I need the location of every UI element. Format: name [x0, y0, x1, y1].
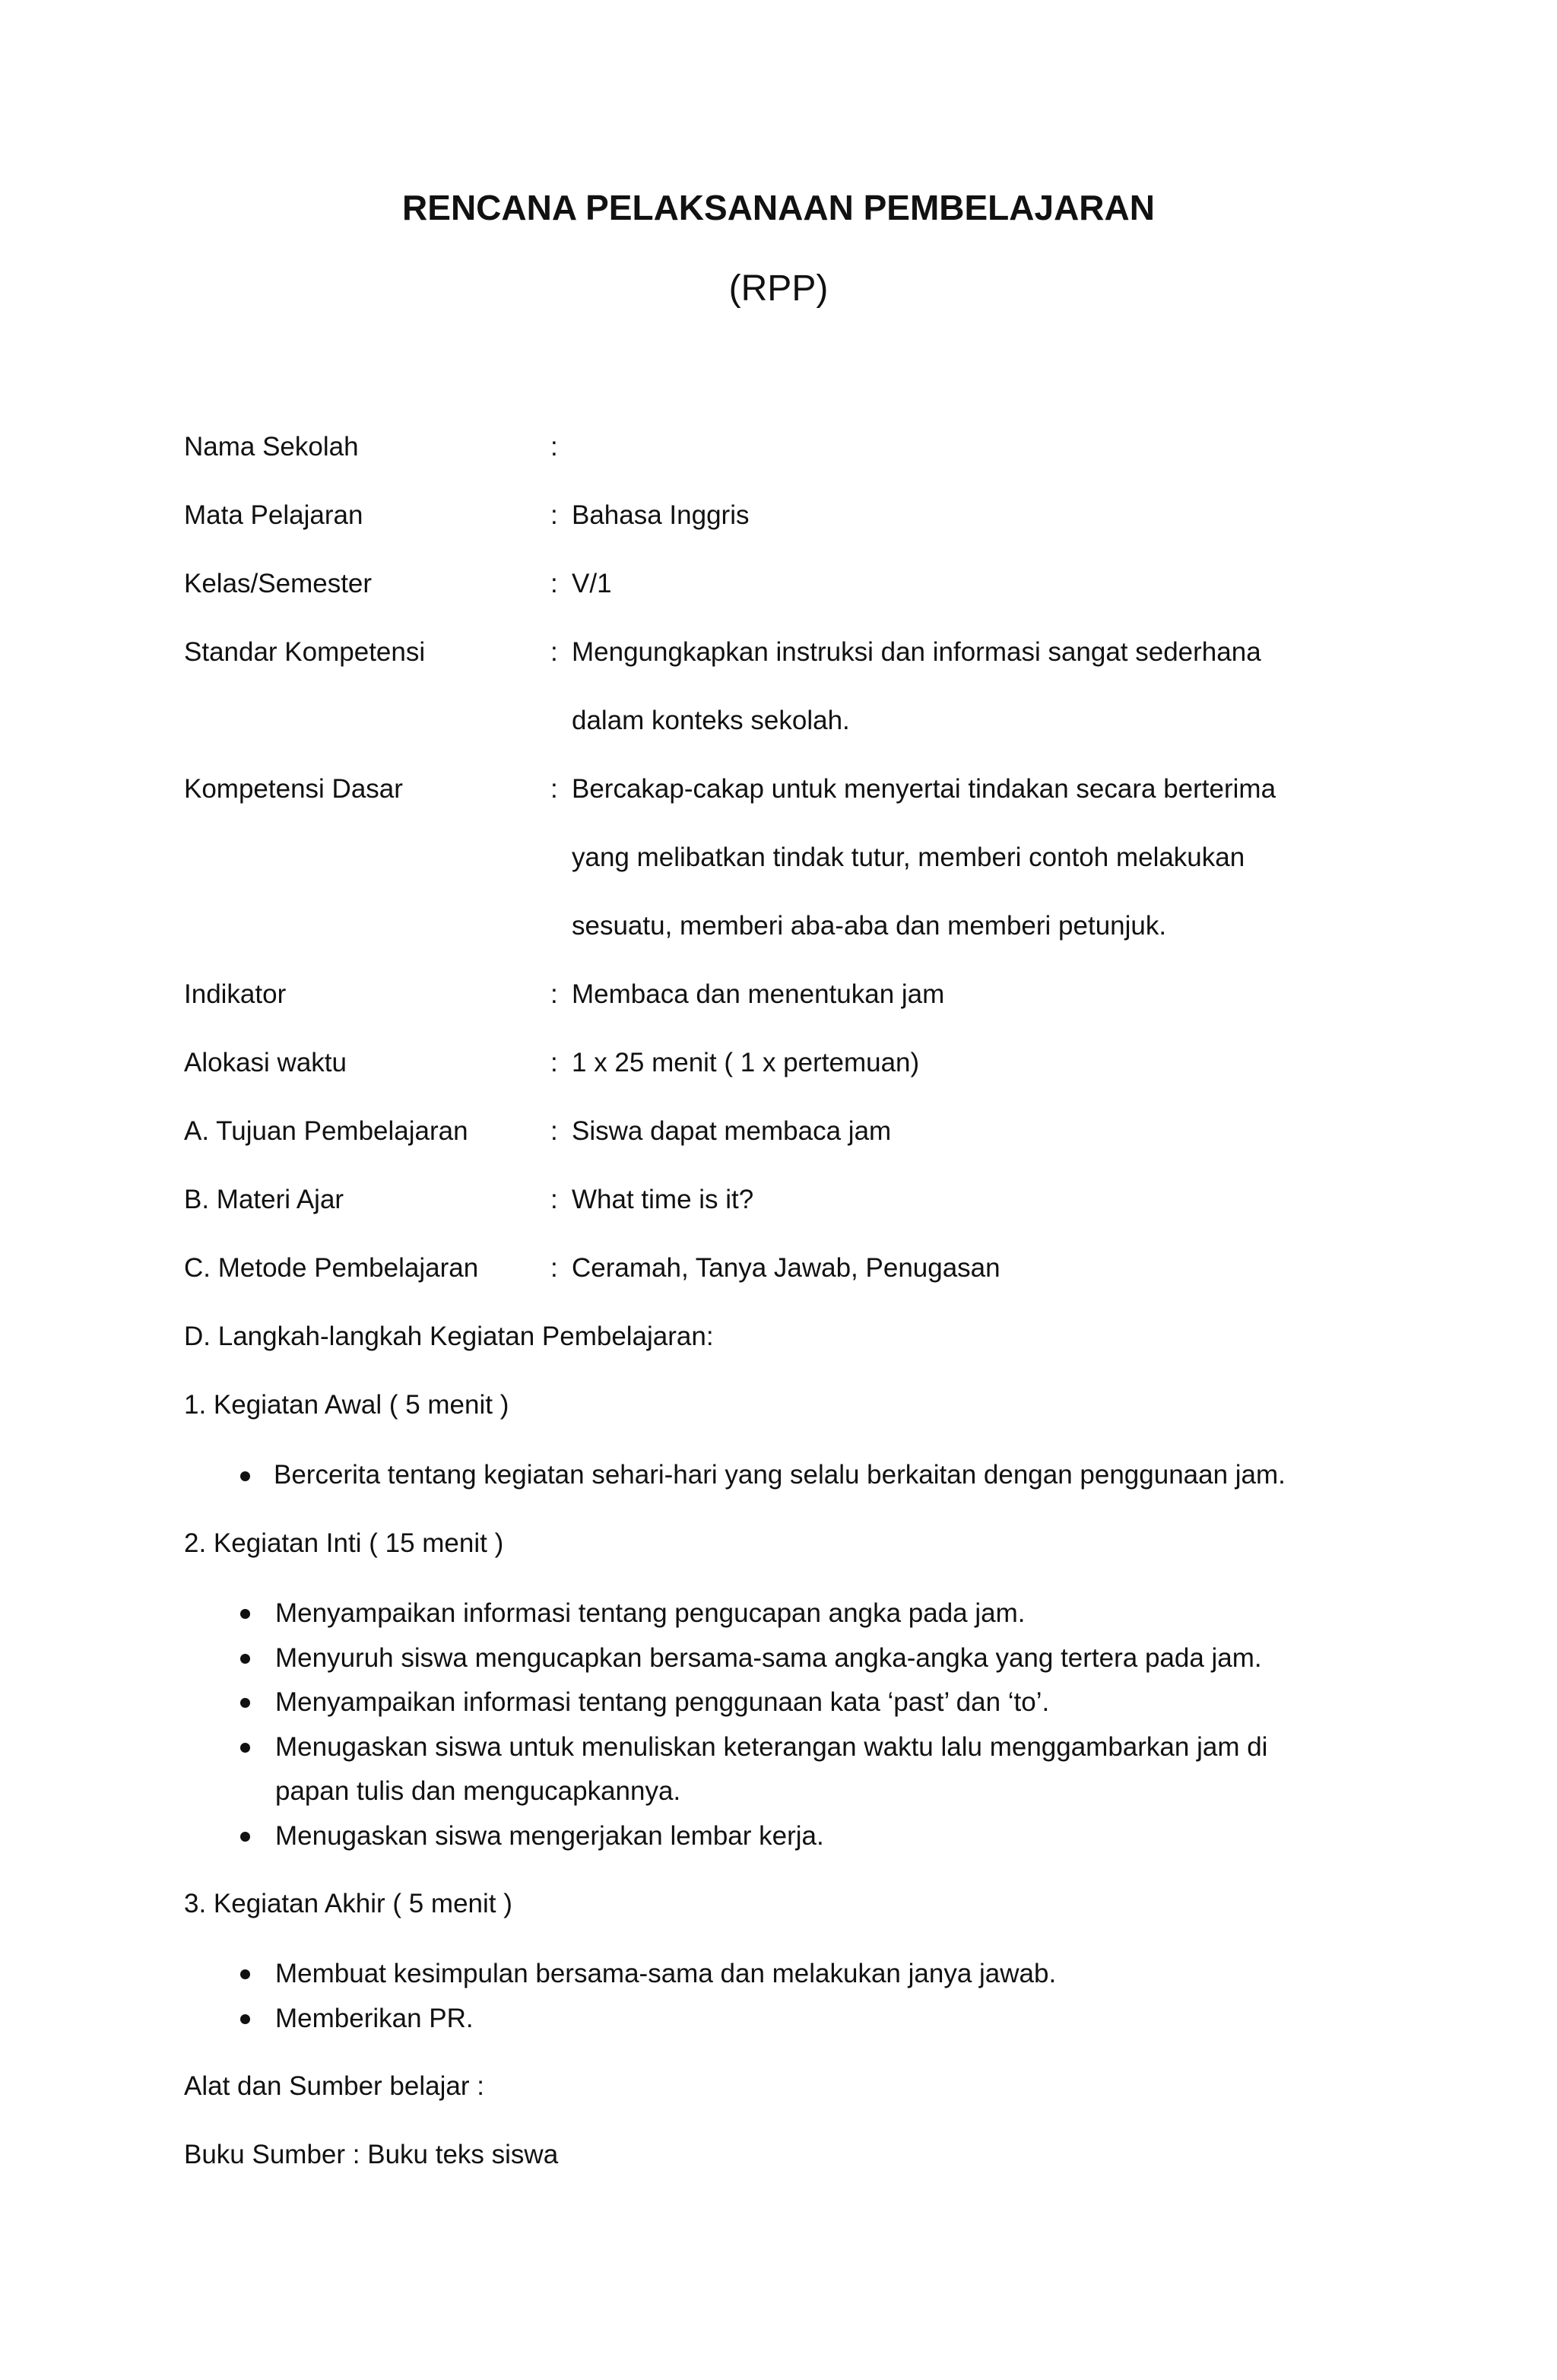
bullet-icon — [240, 1832, 250, 1842]
row-value-metode-pembelajaran: Ceramah, Tanya Jawab, Penugasan — [572, 1253, 1000, 1283]
bullet-icon — [240, 1609, 250, 1619]
row-label-tujuan-pembelajaran: A. Tujuan Pembelajaran — [184, 1116, 468, 1146]
row-value-continuation: dalam konteks sekolah. — [572, 706, 850, 735]
row-label-alokasi-waktu: Alokasi waktu — [184, 1048, 347, 1077]
row-value-alokasi-waktu: 1 x 25 menit ( 1 x pertemuan) — [572, 1048, 920, 1077]
list-item: Memberikan PR. — [275, 2004, 474, 2033]
row-value-materi-ajar: What time is it? — [572, 1185, 754, 1214]
row-colon: : — [550, 1116, 558, 1146]
row-label-kompetensi-dasar: Kompetensi Dasar — [184, 774, 403, 804]
list-item: Menugaskan siswa mengerjakan lembar kerja. — [275, 1821, 824, 1851]
list-item: Menyampaikan informasi tentang pengucapan angka pada jam. — [275, 1598, 1026, 1628]
row-value-continuation: yang melibatkan tindak tutur, memberi contoh melakukan — [572, 843, 1245, 872]
bullet-icon — [240, 1654, 250, 1664]
alat-sumber-heading: Alat dan Sumber belajar : — [184, 2071, 484, 2101]
row-label-mata-pelajaran: Mata Pelajaran — [184, 500, 363, 530]
row-value-kelas-semester: V/1 — [572, 569, 612, 598]
row-label-materi-ajar: B. Materi Ajar — [184, 1185, 344, 1214]
row-value-standar-kompetensi: Mengungkapkan instruksi dan informasi sangat sederhana — [572, 637, 1261, 667]
row-colon: : — [550, 500, 558, 530]
row-colon: : — [550, 979, 558, 1009]
buku-sumber-line: Buku Sumber : Buku teks siswa — [184, 2140, 559, 2169]
row-label-standar-kompetensi: Standar Kompetensi — [184, 637, 426, 667]
kegiatan-akhir-heading: 3. Kegiatan Akhir ( 5 menit ) — [184, 1889, 512, 1918]
row-label-kelas-semester: Kelas/Semester — [184, 569, 373, 598]
list-item: Membuat kesimpulan bersama-sama dan melakukan janya jawab. — [275, 1959, 1057, 1988]
row-colon: : — [550, 774, 558, 804]
bullet-icon — [240, 1743, 250, 1753]
row-label-nama-sekolah: Nama Sekolah — [184, 432, 359, 462]
row-value-continuation: sesuatu, memberi aba-aba dan memberi petunjuk. — [572, 911, 1167, 941]
list-item: Bercerita tentang kegiatan sehari-hari yang selalu berkaitan dengan penggunaan jam. — [274, 1460, 1286, 1490]
bullet-icon — [240, 1969, 250, 1979]
row-colon: : — [550, 569, 558, 598]
row-colon: : — [550, 432, 558, 462]
list-item: Menyampaikan informasi tentang penggunaan kata ‘past’ dan ‘to’. — [275, 1687, 1050, 1717]
kegiatan-inti-heading: 2. Kegiatan Inti ( 15 menit ) — [184, 1528, 504, 1558]
row-label-metode-pembelajaran: C. Metode Pembelajaran — [184, 1253, 479, 1283]
list-item: Menyuruh siswa mengucapkan bersama-sama angka-angka yang tertera pada jam. — [275, 1643, 1262, 1673]
bullet-icon — [240, 1471, 250, 1481]
row-colon: : — [550, 1048, 558, 1077]
row-value-mata-pelajaran: Bahasa Inggris — [572, 500, 750, 530]
row-value-tujuan-pembelajaran: Siswa dapat membaca jam — [572, 1116, 892, 1146]
row-value-indikator: Membaca dan menentukan jam — [572, 979, 945, 1009]
row-value-kompetensi-dasar: Bercakap-cakap untuk menyertai tindakan secara berterima — [572, 774, 1276, 804]
row-colon: : — [550, 637, 558, 667]
row-colon: : — [550, 1185, 558, 1214]
document-title: RENCANA PELAKSANAAN PEMBELAJARAN — [402, 188, 1155, 227]
row-label-indikator: Indikator — [184, 979, 287, 1009]
bullet-icon — [240, 1698, 250, 1708]
document-subtitle: (RPP) — [728, 268, 829, 309]
row-colon: : — [550, 1253, 558, 1283]
kegiatan-awal-heading: 1. Kegiatan Awal ( 5 menit ) — [184, 1390, 509, 1420]
list-item-continuation: papan tulis dan mengucapkannya. — [275, 1776, 681, 1806]
list-item: Menugaskan siswa untuk menuliskan keterangan waktu lalu menggambarkan jam di — [275, 1732, 1268, 1762]
langkah-heading: D. Langkah-langkah Kegiatan Pembelajaran: — [184, 1322, 714, 1351]
bullet-icon — [240, 2014, 250, 2024]
